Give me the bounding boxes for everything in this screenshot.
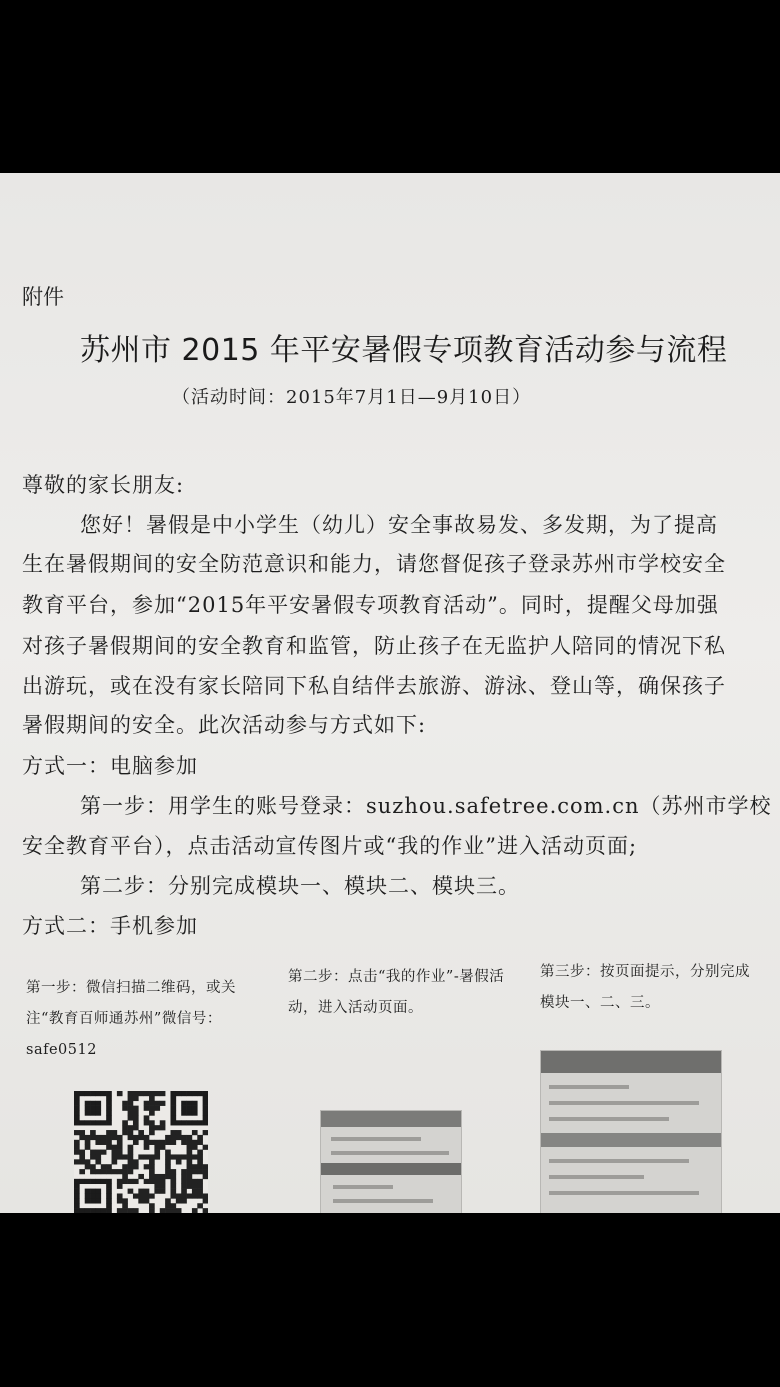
attachment-label: 附件	[22, 285, 64, 309]
module-page-screenshot	[540, 1050, 722, 1213]
activity-period: （活动时间：2015年7月1日—9月10日）	[172, 387, 532, 408]
method-one-step-one-cont: 安全教育平台），点击活动宣传图片或“我的作业”进入活动页面;	[22, 834, 638, 858]
method-one-heading: 方式一：电脑参加	[22, 754, 198, 778]
wechat-qr-code	[74, 1091, 208, 1213]
mobile-step-two: 第二步：点击“我的作业”-暑假活动，进入活动页面。	[288, 969, 505, 1016]
paragraph-line: 教育平台，参加“2015年平安暑假专项教育活动”。同时，提醒父母加强	[22, 593, 719, 617]
mobile-step-one: 第一步：微信扫描二维码，或关注“教育百师通苏州”微信号：safe0512	[26, 980, 236, 1058]
method-one-step-two: 第二步：分别完成模块一、模块二、模块三。	[80, 874, 520, 898]
paragraph-line: 出游玩，或在没有家长陪同下私自结伴去旅游、游泳、登山等，确保孩子	[22, 674, 726, 698]
paragraph-line: 暑假期间的安全。此次活动参与方式如下:	[22, 713, 427, 737]
greeting: 尊敬的家长朋友:	[22, 473, 185, 497]
activity-page-screenshot	[320, 1110, 462, 1213]
paragraph-line: 您好！暑假是中小学生（幼儿）安全事故易发、多发期，为了提高	[80, 513, 718, 537]
method-one-step-one: 第一步：用学生的账号登录：suzhou.safetree.com.cn（苏州市学校	[80, 794, 772, 818]
paragraph-line: 生在暑假期间的安全防范意识和能力，请您督促孩子登录苏州市学校安全	[22, 552, 726, 576]
method-two-heading: 方式二：手机参加	[22, 914, 198, 938]
paragraph-line: 对孩子暑假期间的安全教育和监管，防止孩子在无监护人陪同的情况下私	[22, 634, 726, 658]
mobile-step-three: 第三步：按页面提示，分别完成模块一、二、三。	[540, 964, 750, 1011]
document-page	[0, 173, 780, 1213]
document-title: 苏州市 2015 年平安暑假专项教育活动参与流程	[80, 333, 728, 368]
